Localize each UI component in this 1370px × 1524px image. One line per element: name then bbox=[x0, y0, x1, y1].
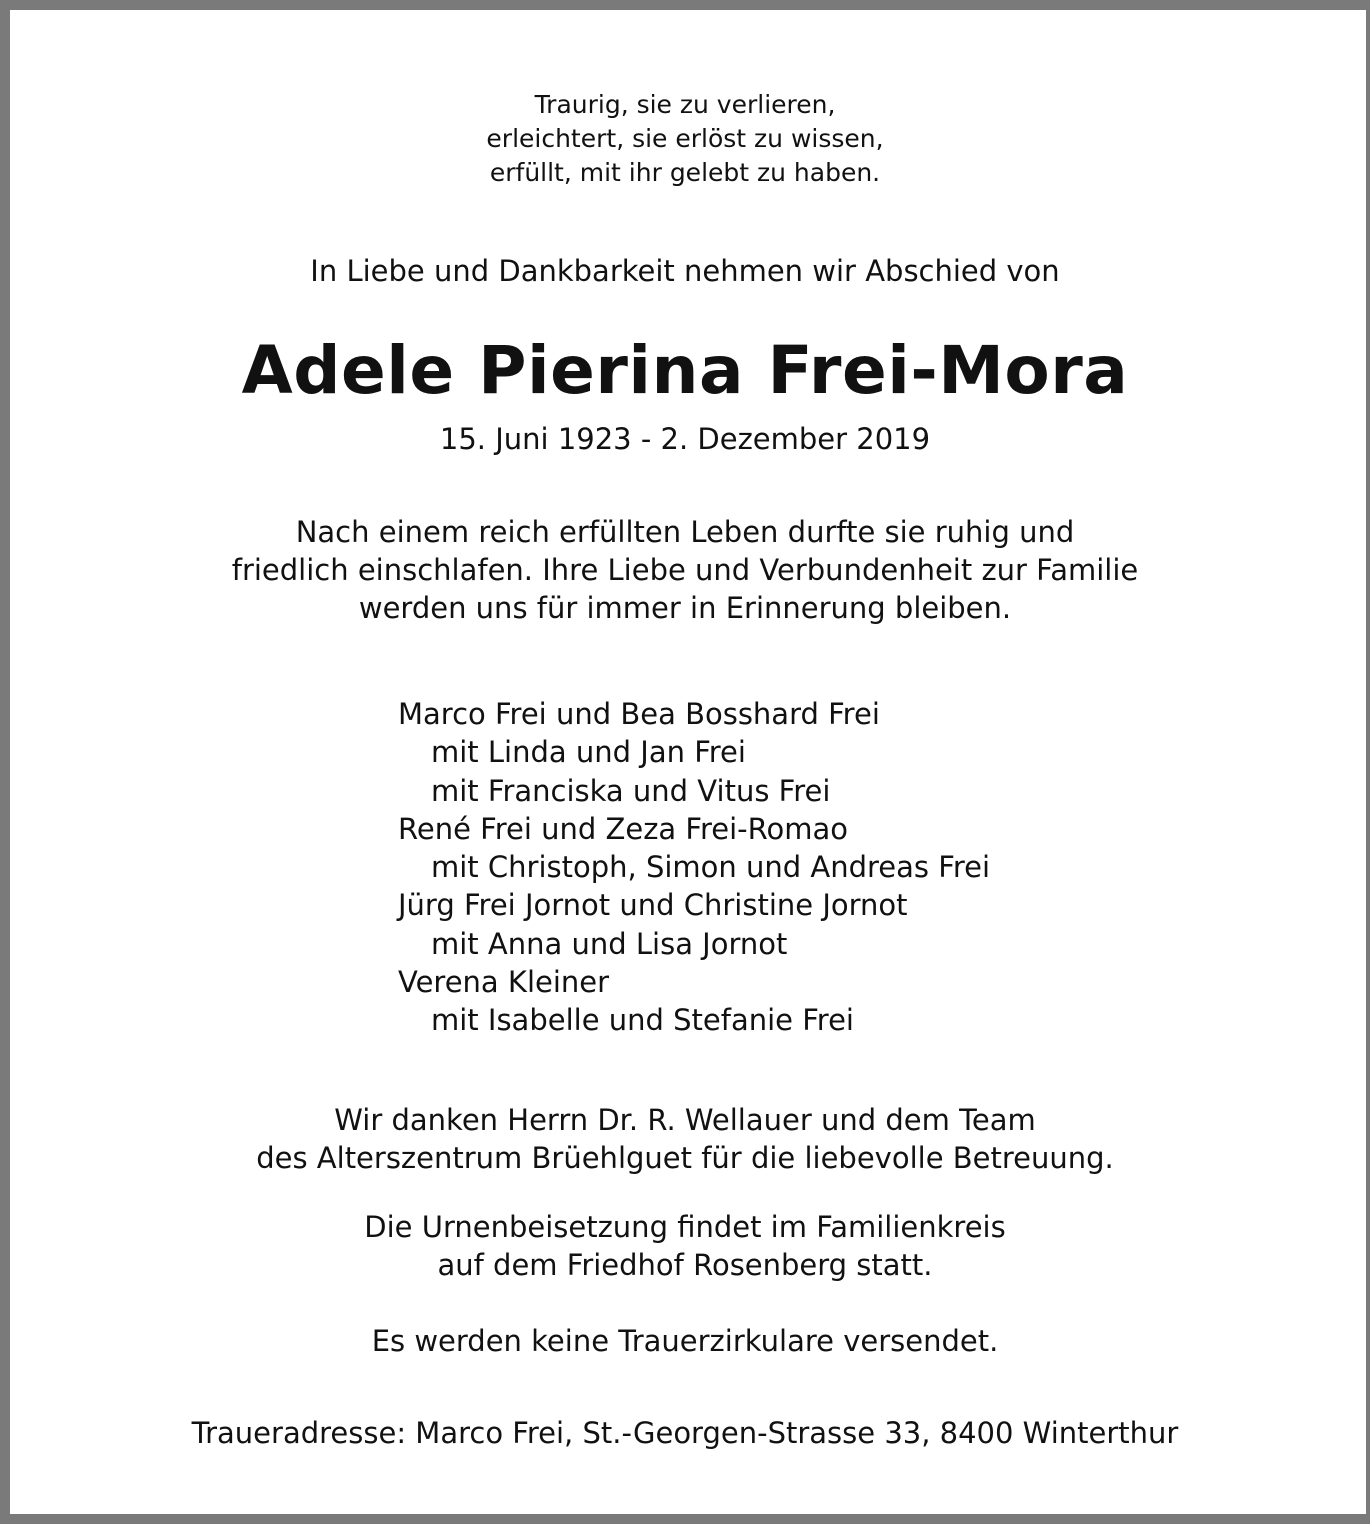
thanks-line: des Alterszentrum Brüehlguet für die liebevolle Betreuung. bbox=[256, 1141, 1114, 1175]
tribute-line: werden uns für immer in Erinnerung bleiben. bbox=[358, 591, 1012, 625]
motto-line: erfüllt, mit ihr gelebt zu haben. bbox=[489, 158, 881, 187]
motto-line: erleichtert, sie erlöst zu wissen, bbox=[486, 124, 884, 153]
family-member: mit Linda und Jan Frei bbox=[431, 735, 746, 770]
tribute-line: friedlich einschlafen. Ihre Liebe und Verbundenheit zur Familie bbox=[231, 553, 1139, 587]
motto-line: Traurig, sie zu verlieren, bbox=[534, 90, 836, 119]
burial-line: Die Urnenbeisetzung findet im Familienkreis bbox=[364, 1210, 1006, 1244]
family-member: mit Christoph, Simon und Andreas Frei bbox=[431, 850, 991, 885]
family-member: mit Franciska und Vitus Frei bbox=[431, 773, 831, 808]
burial-paragraph bbox=[0, 1208, 1370, 1284]
farewell-intro: In Liebe und Dankbarkeit nehmen wir Abschied von bbox=[310, 254, 1060, 288]
mourning-address: Traueradresse: Marco Frei, St.-Georgen-Strasse 33, 8400 Winterthur bbox=[191, 1416, 1179, 1450]
family-member: René Frei und Zeza Frei-Romao bbox=[398, 811, 848, 846]
thanks-paragraph bbox=[0, 1101, 1370, 1177]
family-list bbox=[398, 695, 990, 1040]
family-member: mit Anna und Lisa Jornot bbox=[431, 926, 788, 961]
family-member: Jürg Frei Jornot und Christine Jornot bbox=[398, 888, 908, 923]
tribute-line: Nach einem reich erfüllten Leben durfte sie ruhig und bbox=[295, 515, 1075, 549]
life-dates: 15. Juni 1923 - 2. Dezember 2019 bbox=[439, 422, 931, 456]
circular-notice: Es werden keine Trauerzirkulare versendet. bbox=[371, 1324, 999, 1358]
family-member: Verena Kleiner bbox=[398, 965, 610, 1000]
family-member: Marco Frei und Bea Bosshard Frei bbox=[398, 697, 880, 731]
tribute-paragraph bbox=[0, 513, 1370, 627]
thanks-line: Wir danken Herrn Dr. R. Wellauer und dem Team bbox=[334, 1103, 1036, 1137]
deceased-name: Adele Pierina Frei-Mora bbox=[241, 332, 1129, 409]
family-member: mit Isabelle und Stefanie Frei bbox=[431, 1003, 854, 1038]
burial-line: auf dem Friedhof Rosenberg statt. bbox=[437, 1248, 933, 1282]
motto-verse bbox=[0, 88, 1370, 190]
